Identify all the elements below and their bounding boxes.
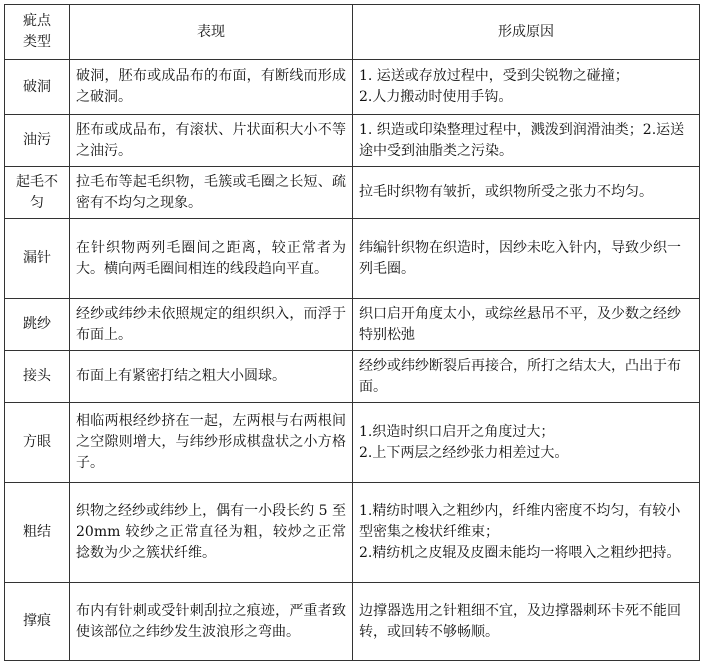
table-header-row bbox=[5, 5, 700, 60]
defect-appearance: 胚布或成品布，有滚状、片状面积大小不等之油污。 bbox=[70, 115, 353, 167]
defect-appearance: 经纱或纬纱未依照规定的组织织入，而浮于布面上。 bbox=[70, 299, 353, 351]
cause-line: 边撑器选用之针粗细不宜，及边撑器刺环卡死不能回转，或回转不够畅顺。 bbox=[359, 602, 681, 640]
header-cause: 形成原因 bbox=[353, 5, 700, 60]
defect-cause bbox=[353, 299, 700, 351]
defect-cause bbox=[353, 219, 700, 299]
defect-cause bbox=[353, 115, 700, 167]
cause-line: 2.人力搬动时使用手钩。 bbox=[359, 89, 513, 105]
defect-cause bbox=[353, 583, 700, 661]
defect-type: 接头 bbox=[5, 351, 70, 403]
header-type bbox=[5, 5, 70, 60]
table-row bbox=[5, 403, 700, 483]
defect-type: 油污 bbox=[5, 115, 70, 167]
table-row bbox=[5, 351, 700, 403]
defect-cause bbox=[353, 351, 700, 403]
cause-line: 纬编针织物在织造时，因纱未吃入针内，导致少织一列毛圈。 bbox=[359, 239, 681, 277]
table-row bbox=[5, 483, 700, 583]
cause-line: 1. 运送或存放过程中，受到尖锐物之碰撞； bbox=[359, 68, 629, 84]
defect-type: 方眼 bbox=[5, 403, 70, 483]
defect-cause bbox=[353, 403, 700, 483]
table-row bbox=[5, 299, 700, 351]
cause-line: 织口启开角度太小，或综丝悬吊不平，及少数之经纱特别松弛 bbox=[359, 305, 681, 343]
defect-appearance: 织物之经纱或纬纱上，偶有一小段长约 5 至 20mm 较纱之正常直径为粗，较炒之正常捻数为少之簇状纤维。 bbox=[70, 483, 353, 583]
defect-appearance: 布内有针刺或受针刺刮拉之痕迹，严重者致使该部位之纬纱发生波浪形之弯曲。 bbox=[70, 583, 353, 661]
defect-type: 粗结 bbox=[5, 483, 70, 583]
table-row bbox=[5, 115, 700, 167]
cause-line: 经纱或纬纱断裂后再接合，所打之结太大，凸出于布面。 bbox=[359, 357, 681, 395]
table-row bbox=[5, 60, 700, 115]
cause-line: 2.精纺机之皮辊及皮圈未能均一将喂入之粗纱把持。 bbox=[359, 545, 681, 561]
cause-line: 拉毛时织物有皱折，或织物所受之张力不均匀。 bbox=[359, 184, 653, 200]
defect-type: 跳纱 bbox=[5, 299, 70, 351]
table-row bbox=[5, 583, 700, 661]
defect-appearance: 破洞，胚布或成品布的布面，有断线而形成之破洞。 bbox=[70, 60, 353, 115]
defect-cause bbox=[353, 483, 700, 583]
cause-line: 1.织造时织口启开之角度过大； bbox=[359, 423, 555, 440]
defect-cause bbox=[353, 167, 700, 219]
defect-appearance: 在针织物两列毛圈间之距离，较正常者为大。横向两毛圈间相连的线段趋向平直。 bbox=[70, 219, 353, 299]
cause-line: 1. 织造或印染整理过程中，溅泼到润滑油类；2.运送途中受到油脂类之污染。 bbox=[359, 121, 685, 159]
defect-appearance: 布面上有紧密打结之粗大小圆球。 bbox=[70, 351, 353, 403]
defect-type: 撑痕 bbox=[5, 583, 70, 661]
cause-line: 1.精纺时喂入之粗纱内，纤维内密度不均匀，有较小型密集之梭状纤维束； bbox=[359, 503, 681, 540]
cause-line: 2.上下两层之经纱张力相差过大。 bbox=[359, 444, 569, 461]
defect-appearance: 相临两根经纱挤在一起，左两根与右两根间之空隙则增大，与纬纱形成棋盘状之小方格子。 bbox=[70, 403, 353, 483]
defect-appearance: 拉毛布等起毛织物，毛簇或毛圈之长短、疏密有不均匀之现象。 bbox=[70, 167, 353, 219]
table-row bbox=[5, 219, 700, 299]
header-type-line2: 类型 bbox=[23, 34, 51, 50]
defects-table bbox=[4, 4, 700, 661]
defect-type: 漏针 bbox=[5, 219, 70, 299]
table-row bbox=[5, 167, 700, 219]
header-type-line1: 疵点 bbox=[23, 13, 51, 29]
defect-cause bbox=[353, 60, 700, 115]
header-show: 表现 bbox=[70, 5, 353, 60]
defect-type: 起毛不匀 bbox=[5, 167, 70, 219]
defect-type: 破洞 bbox=[5, 60, 70, 115]
